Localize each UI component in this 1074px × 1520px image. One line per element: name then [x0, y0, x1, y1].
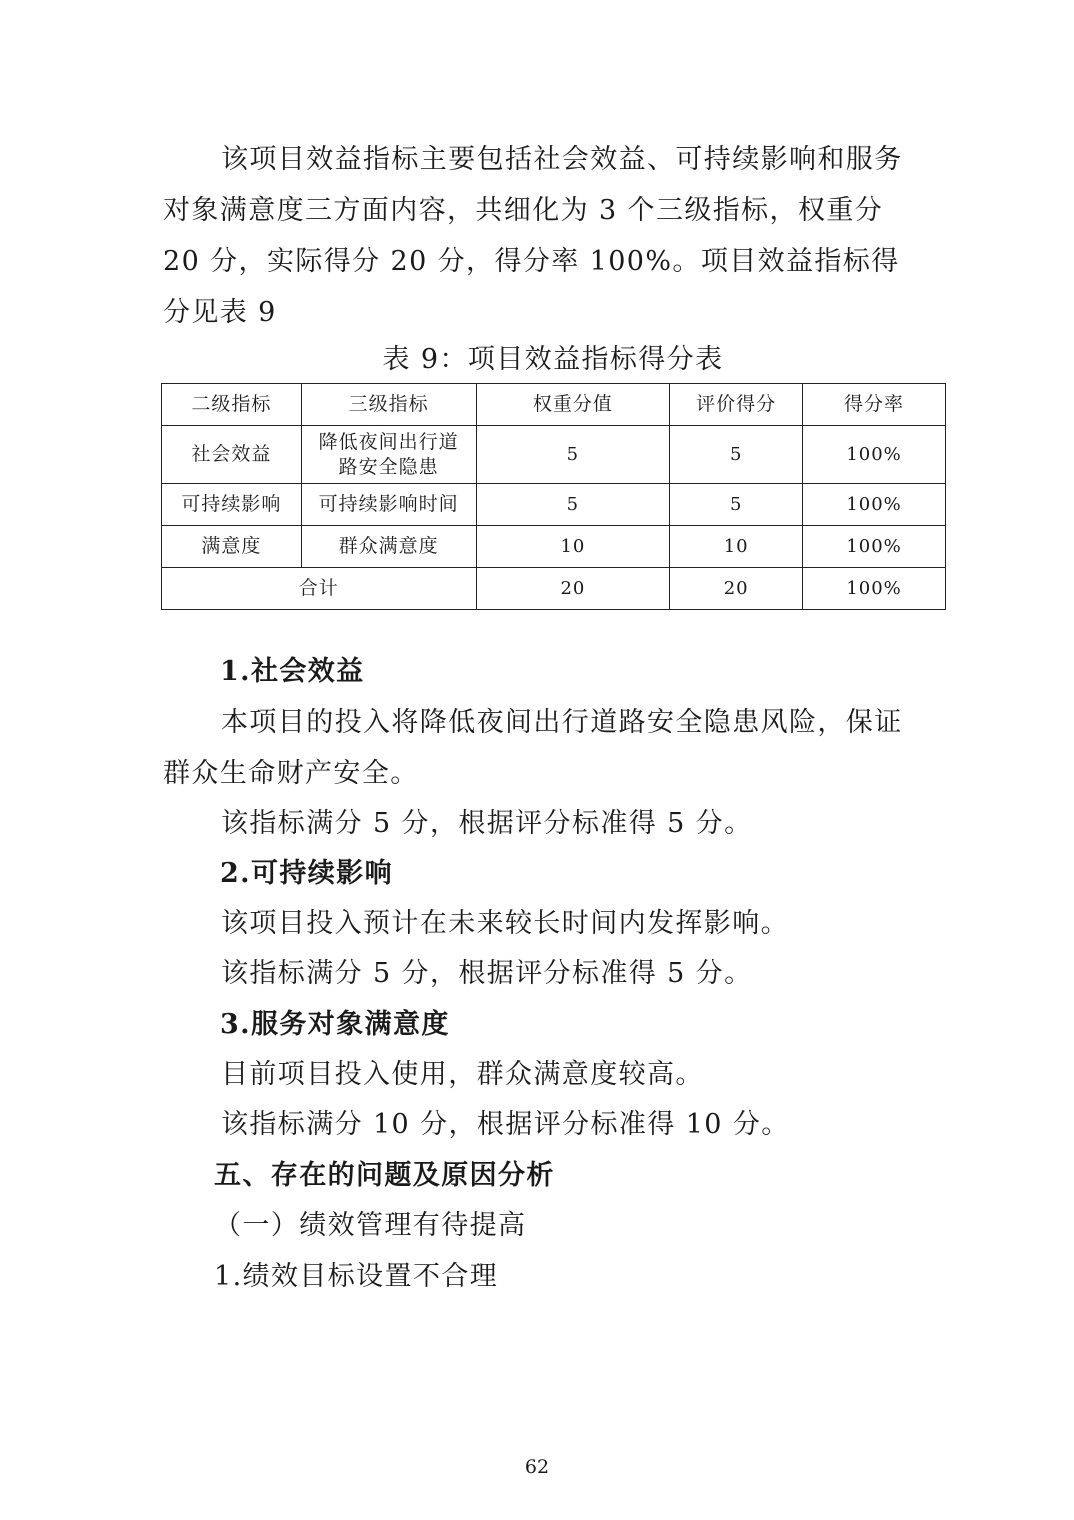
- section-heading-social-benefit: 1.社会效益: [220, 656, 365, 687]
- section-body-satisfaction: 目前项目投入使用，群众满意度较高。: [221, 1059, 704, 1090]
- weight-cell: 5: [476, 426, 670, 484]
- section-heading-satisfaction: 3.服务对象满意度: [220, 1009, 450, 1040]
- header-cell: 得分率: [803, 384, 946, 426]
- weight-cell: 10: [476, 526, 670, 568]
- intro-paragraph: 该项目效益指标主要包括社会效益、可持续影响和服务对象满意度三方面内容，共细化为 3 个三级指标，权重分 20 分，实际得分 20 分，得分率 100%。项目效益指标得分见表 9: [163, 144, 903, 328]
- rate-cell: 100%: [803, 426, 946, 484]
- table-total-row: [162, 568, 946, 610]
- header-cell: 权重分值: [476, 384, 670, 426]
- table-row: [162, 526, 946, 568]
- page-number: 62: [524, 1456, 550, 1478]
- weight-cell: 5: [476, 484, 670, 526]
- score-cell: 5: [670, 484, 803, 526]
- section-body-sustainability: 该项目投入预计在未来较长时间内发挥影响。: [221, 908, 789, 939]
- header-cell: 三级指标: [301, 384, 476, 426]
- score-table: [161, 383, 946, 610]
- table-header-row: [162, 384, 946, 426]
- section-score-social-benefit: 该指标满分 5 分，根据评分标准得 5 分。: [221, 808, 753, 839]
- total-label-cell: 合计: [162, 568, 477, 610]
- header-cell: 二级指标: [162, 384, 302, 426]
- total-weight-cell: 20: [476, 568, 670, 610]
- subsection-heading: （一）绩效管理有待提高: [214, 1210, 527, 1241]
- section-heading-sustainability: 2.可持续影响: [220, 858, 393, 889]
- rate-cell: 100%: [803, 484, 946, 526]
- score-cell: 5: [670, 426, 803, 484]
- table-caption: 表 9：项目效益指标得分表: [382, 344, 724, 375]
- level3-cell: 群众满意度: [301, 526, 476, 568]
- section-score-satisfaction: 该指标满分 10 分，根据评分标准得 10 分。: [221, 1109, 790, 1140]
- section-body-social-benefit: 本项目的投入将降低夜间出行道路安全隐患风险，保证群众生命财产安全。: [163, 707, 903, 789]
- table-row: [162, 426, 946, 484]
- level3-cell: 可持续影响时间: [301, 484, 476, 526]
- total-rate-cell: 100%: [803, 568, 946, 610]
- rate-cell: 100%: [803, 526, 946, 568]
- chapter-heading: 五、存在的问题及原因分析: [214, 1160, 555, 1191]
- total-score-cell: 20: [670, 568, 803, 610]
- level2-cell: 可持续影响: [162, 484, 302, 526]
- item-heading: 1.绩效目标设置不合理: [214, 1261, 499, 1292]
- header-cell: 评价得分: [670, 384, 803, 426]
- score-cell: 10: [670, 526, 803, 568]
- level3-cell: 降低夜间出行道路安全隐患: [301, 426, 476, 484]
- level2-cell: 社会效益: [162, 426, 302, 484]
- level2-cell: 满意度: [162, 526, 302, 568]
- table-row: [162, 484, 946, 526]
- section-score-sustainability: 该指标满分 5 分，根据评分标准得 5 分。: [221, 958, 753, 989]
